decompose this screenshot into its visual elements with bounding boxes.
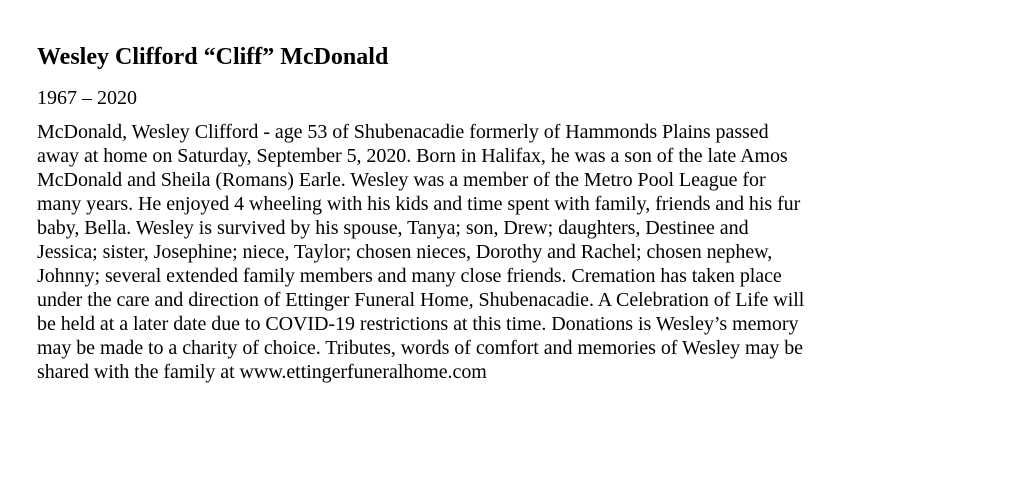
obituary-document bbox=[37, 40, 1017, 384]
body-line: McDonald and Sheila (Romans) Earle. Wesley was a member of the Metro Pool League for bbox=[37, 169, 766, 191]
body-line: many years. He enjoyed 4 wheeling with his kids and time spent with family, friends and his fur bbox=[37, 193, 801, 215]
body-line: under the care and direction of Ettinger Funeral Home, Shubenacadie. A Celebration of Life will bbox=[37, 289, 805, 311]
body-line: Jessica; sister, Josephine; niece, Taylor; chosen nieces, Dorothy and Rachel; chosen nephew, bbox=[37, 241, 773, 263]
body-line: away at home on Saturday, September 5, 2020. Born in Halifax, he was a son of the late Amos bbox=[37, 145, 788, 167]
body-line: shared with the family at www.ettingerfuneralhome.com bbox=[37, 361, 487, 383]
body-line: baby, Bella. Wesley is survived by his spouse, Tanya; son, Drew; daughters, Destinee and bbox=[37, 217, 749, 239]
obituary-body bbox=[37, 120, 1017, 384]
body-line: Johnny; several extended family members and many close friends. Cremation has taken place bbox=[37, 265, 782, 287]
body-line: may be made to a charity of choice. Tributes, words of comfort and memories of Wesley may be bbox=[37, 337, 803, 359]
body-line: be held at a later date due to COVID-19 restrictions at this time. Donations is Wesley’s memory bbox=[37, 313, 799, 335]
obituary-title: Wesley Clifford “Cliff” McDonald bbox=[37, 44, 389, 70]
body-line: McDonald, Wesley Clifford - age 53 of Shubenacadie formerly of Hammonds Plains passed bbox=[37, 121, 769, 143]
obituary-dates: 1967 – 2020 bbox=[37, 87, 137, 109]
